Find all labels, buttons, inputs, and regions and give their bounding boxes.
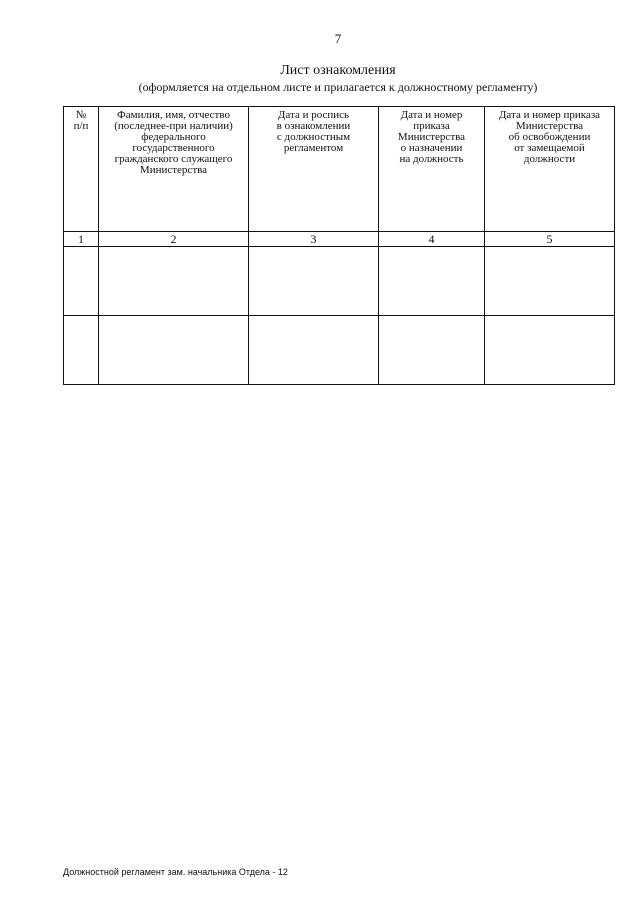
column-number: 4 xyxy=(379,232,485,247)
column-number: 5 xyxy=(485,232,615,247)
table-header-row xyxy=(64,107,615,232)
header-cell xyxy=(99,107,249,232)
table-cell xyxy=(64,316,99,385)
header-full-name: Фамилия, имя, отчество (последнее-при наличии) федерального государственного гражданского служащего Министерства xyxy=(114,109,233,176)
table-row xyxy=(64,247,615,316)
table-cell xyxy=(379,247,485,316)
table-cell xyxy=(99,247,249,316)
header-number: № п/п xyxy=(73,109,89,132)
column-number: 3 xyxy=(249,232,379,247)
page-number: 7 xyxy=(334,31,342,46)
column-number: 2 xyxy=(99,232,249,247)
header-cell xyxy=(485,107,615,232)
acknowledgment-table xyxy=(63,106,615,385)
column-number: 1 xyxy=(64,232,99,247)
header-dismissal-order: Дата и номер приказа Министерства об освобождении от замещаемой должности xyxy=(498,109,601,165)
document-subtitle: (оформляется на отдельном листе и прилагается к должностному регламенту) xyxy=(138,80,538,94)
header-signature-date: Дата и роспись в ознакомлении с должностным регламентом xyxy=(276,109,351,154)
table-cell xyxy=(99,316,249,385)
table-cell xyxy=(64,247,99,316)
header-appointment-order: Дата и номер приказа Министерства о назначении на должность xyxy=(397,109,466,165)
column-number-row xyxy=(64,232,615,247)
table-cell xyxy=(485,247,615,316)
header-cell xyxy=(379,107,485,232)
header-cell xyxy=(64,107,99,232)
table-cell xyxy=(379,316,485,385)
table-row xyxy=(64,316,615,385)
header-cell xyxy=(249,107,379,232)
page-footer: Должностной регламент зам. начальника Отдела - 12 xyxy=(63,867,288,877)
table-cell xyxy=(485,316,615,385)
table-cell xyxy=(249,316,379,385)
document-title: Лист ознакомления xyxy=(280,63,396,78)
table-cell xyxy=(249,247,379,316)
